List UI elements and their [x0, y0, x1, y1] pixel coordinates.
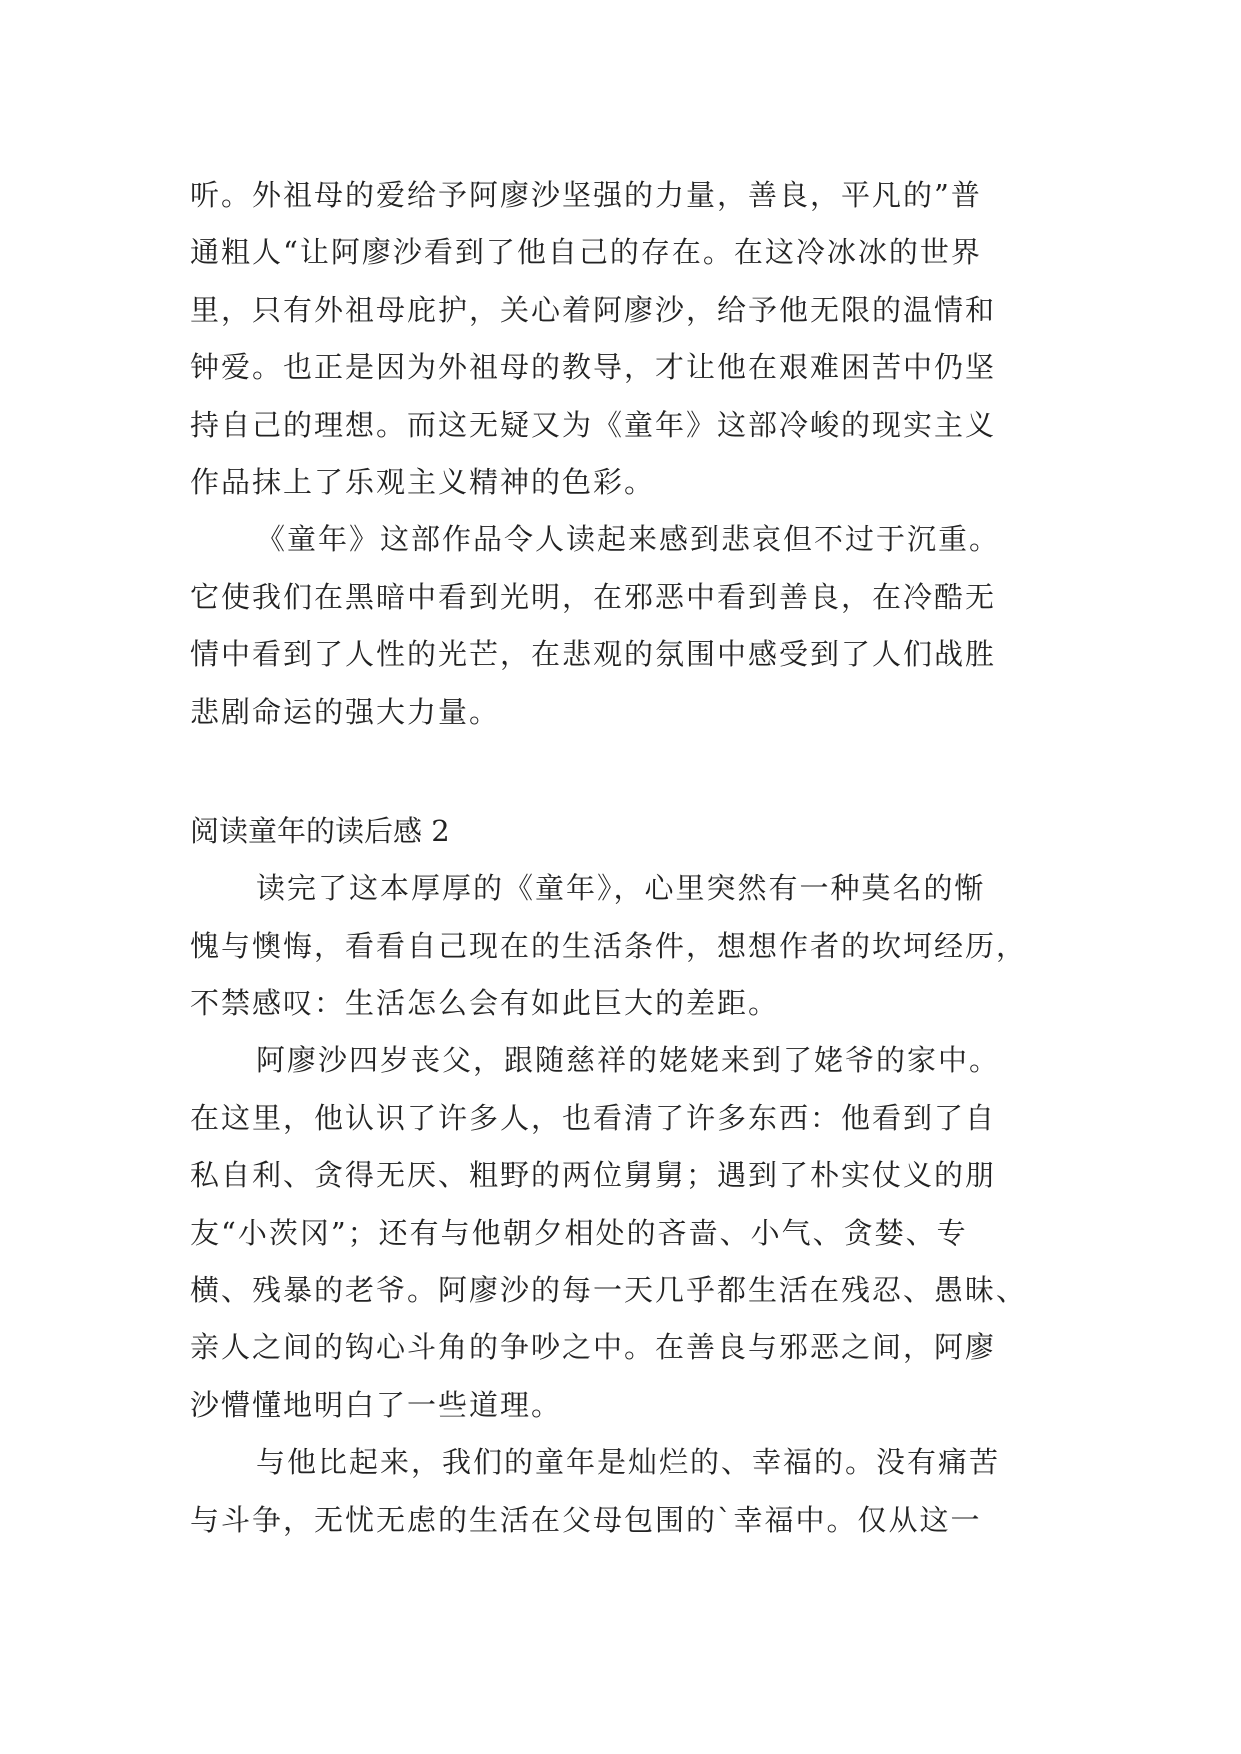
paragraph-comparison [190, 1434, 1070, 1549]
text-line: 作品抹上了乐观主义精神的色彩。 [190, 464, 656, 499]
text-line: 阿廖沙四岁丧父，跟随慈祥的姥姥来到了姥爷的家中。 [256, 1043, 1001, 1078]
section-heading: 阅读童年的读后感 2 [190, 813, 450, 848]
paragraph-intro [190, 860, 1070, 1032]
text-line: 沙懵懂地明白了一些道理。 [190, 1387, 563, 1422]
text-line: 私自利、贪得无厌、粗野的两位舅舅；遇到了朴实仗义的朋 [190, 1158, 997, 1193]
section-gap [190, 741, 1070, 803]
text-line: 与斗争，无忧无虑的生活在父母包围的`幸福中。仅从这一 [190, 1502, 982, 1537]
text-line: 《童年》这部作品令人读起来感到悲哀但不过于沉重。 [256, 522, 1001, 557]
text-line: 读完了这本厚厚的《童年》，心里突然有一种莫名的惭 [256, 871, 986, 906]
text-line: 与他比起来，我们的童年是灿烂的、幸福的。没有痛苦 [256, 1445, 1001, 1480]
text-line: 里，只有外祖母庇护，关心着阿廖沙，给予他无限的温情和 [190, 292, 997, 327]
text-line: 友“小茨冈”；还有与他朝夕相处的吝啬、小气、贪婪、专 [190, 1215, 968, 1250]
text-line: 亲人之间的钩心斗角的争吵之中。在善良与邪恶之间，阿廖 [190, 1330, 997, 1365]
text-line: 听。外祖母的爱给予阿廖沙坚强的力量，善良，平凡的”普 [190, 178, 982, 212]
paragraph-conclusion [190, 511, 1070, 741]
text-line: 它使我们在黑暗中看到光明，在邪恶中看到善良，在冷酷无 [190, 579, 997, 614]
text-line: 通粗人“让阿廖沙看到了他自己的存在。在这冷冰冰的世界 [190, 235, 982, 270]
text-line: 情中看到了人性的光芒，在悲观的氛围中感受到了人们战胜 [190, 637, 997, 672]
text-line: 悲剧命运的强大力量。 [190, 694, 501, 729]
text-line: 愧与懊悔，看看自己现在的生活条件，想想作者的坎坷经历， [190, 928, 1028, 963]
text-line: 不禁感叹：生活怎么会有如此巨大的差距。 [190, 986, 780, 1021]
paragraph-alyosha [190, 1032, 1070, 1434]
text-line: 持自己的理想。而这无疑又为《童年》这部冷峻的现实主义 [190, 407, 997, 442]
text-line: 横、残暴的老爷。阿廖沙的每一天几乎都生活在残忍、愚昧、 [190, 1273, 1028, 1308]
document-body [190, 167, 1070, 1549]
paragraph-grandmother [190, 167, 1070, 511]
text-line: 钟爱。也正是因为外祖母的教导，才让他在艰难困苦中仍坚 [190, 350, 997, 385]
text-line: 在这里，他认识了许多人，也看清了许多东西：他看到了自 [190, 1100, 997, 1135]
